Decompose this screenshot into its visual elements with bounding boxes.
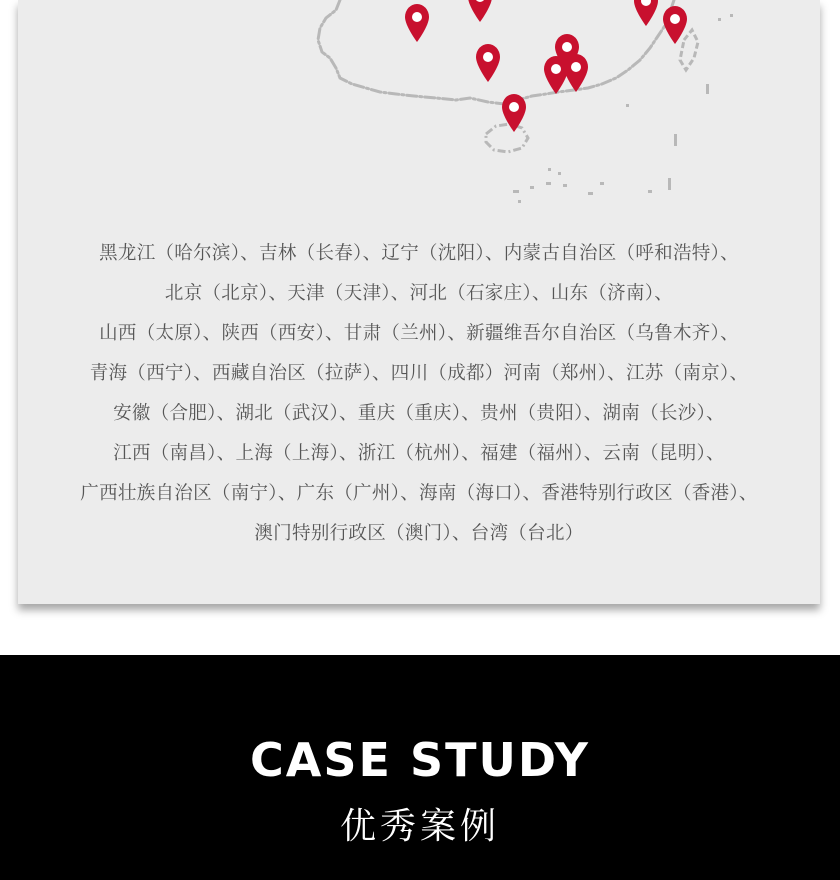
city-line: 黑龙江（哈尔滨）、吉林（长春）、辽宁（沈阳）、内蒙古自治区（呼和浩特）、 xyxy=(99,243,739,264)
map-pin-icon xyxy=(476,44,500,82)
map-pin-icon xyxy=(564,54,588,92)
city-line: 青海（西宁）、西藏自治区（拉萨）、四川（成都）河南（郑州）、江苏（南京）、 xyxy=(89,363,749,384)
case-study-title: CASE STUDY xyxy=(250,733,590,787)
city-line: 北京（北京）、天津（天津）、河北（石家庄）、山东（济南）、 xyxy=(164,283,674,304)
map-pin-icon xyxy=(468,0,492,22)
map-pin-icon xyxy=(634,0,658,26)
city-line: 山西（太原）、陕西（西安）、甘肃（兰州）、新疆维吾尔自治区（乌鲁木齐）、 xyxy=(99,323,739,344)
city-list xyxy=(18,234,820,554)
city-line: 安徽（合肥）、湖北（武汉）、重庆（重庆）、贵州（贵阳）、湖南（长沙）、 xyxy=(113,403,725,424)
location-card xyxy=(18,0,820,604)
case-study-banner xyxy=(0,655,840,880)
islands xyxy=(513,14,733,203)
hainan-outline xyxy=(486,124,528,152)
taiwan-outline xyxy=(680,30,698,70)
map-pin-icon xyxy=(663,6,687,44)
map-pin-icon xyxy=(544,56,568,94)
case-study-subtitle: 优秀案例 xyxy=(339,806,500,847)
city-line: 江西（南昌）、上海（上海）、浙江（杭州）、福建（福州）、云南（昆明）、 xyxy=(113,443,725,464)
china-map xyxy=(18,0,820,230)
city-line: 广西壮族自治区（南宁）、广东（广州）、海南（海口）、香港特别行政区（香港）、 xyxy=(80,483,758,504)
city-line: 澳门特别行政区（澳门）、台湾（台北） xyxy=(254,523,584,544)
map-pin-icon xyxy=(502,94,526,132)
map-pin-icon xyxy=(405,4,429,42)
map-pins xyxy=(405,0,687,132)
